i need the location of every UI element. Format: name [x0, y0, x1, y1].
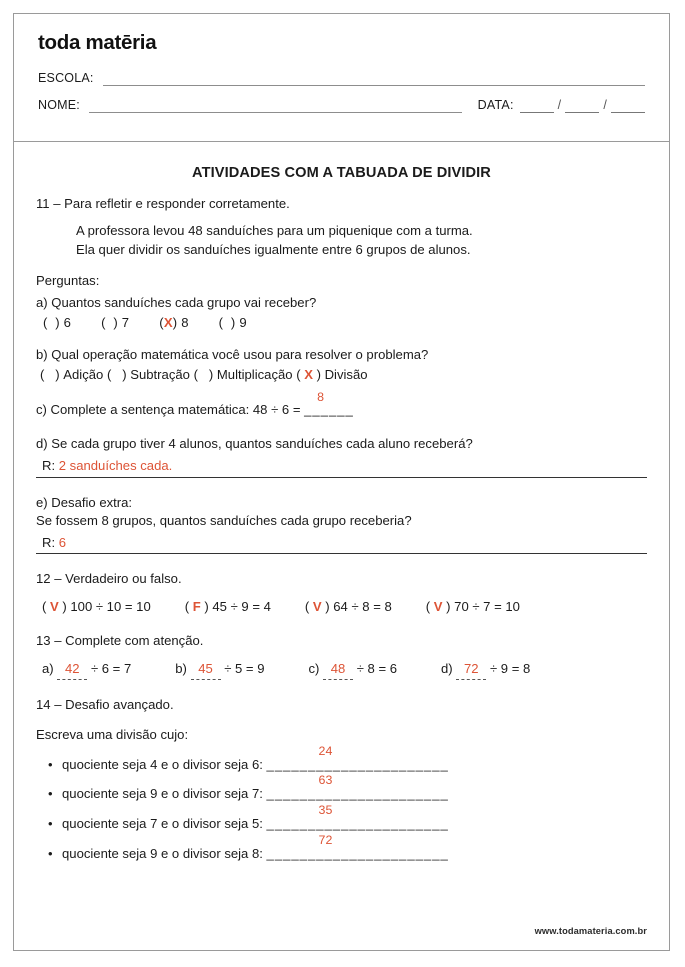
q14-item-2-answer: 63 [318, 773, 333, 788]
question-11-story [76, 222, 647, 259]
tf-item-2-mark: F [192, 598, 201, 614]
tf-item-3-statement: 64 ÷ 8 = 8 [333, 598, 392, 614]
q14-item-3-underscores: ______________________ [266, 815, 449, 831]
q14-item-4-blank[interactable] [266, 832, 449, 864]
escola-label: ESCOLA: [38, 71, 94, 85]
question-11e-r-label: R: [42, 534, 56, 550]
q14-item-2-underscores: ______________________ [266, 786, 449, 802]
data-slash-2: / [603, 98, 607, 112]
question-14-heading: 14 – Desafio avançado. [36, 696, 174, 712]
tf-item-2-statement: 45 ÷ 9 = 4 [212, 598, 271, 614]
question-11b-text: b) Qual operação matemática você usou para resolver o problema? [36, 346, 429, 362]
option-11b-1-label: Adição [63, 367, 104, 383]
option-11b-4-label: Divisão [324, 367, 368, 383]
data-slash-1: / [557, 98, 562, 112]
option-11b-2[interactable]: ( ) Subtração [106, 367, 190, 383]
question-11e-rule [36, 553, 647, 554]
fill-item-2-answer[interactable]: 45 [191, 660, 221, 680]
data-field-group [478, 98, 645, 113]
question-14-list [36, 743, 647, 863]
question-11e-line-2: Se fossem 8 grupos, quantos sanduíches cada grupo receberia? [36, 513, 412, 529]
footer-url: www.todamateria.com.br [534, 926, 647, 936]
question-11d-answer-row[interactable] [36, 457, 647, 476]
option-11a-3-mark: X [163, 315, 173, 331]
question-12-heading: 12 – Verdadeiro ou falso. [36, 571, 182, 587]
story-line-1: A professora levou 48 sanduíches para um piquenique com a turma. [76, 223, 473, 239]
option-11b-3[interactable]: ( ) Multiplicação [193, 367, 293, 383]
fill-item-4 [441, 660, 530, 680]
fill-item-1 [42, 660, 131, 680]
question-11c-answer: 8 [317, 389, 325, 404]
option-11a-1[interactable]: ( ) 6 [43, 315, 72, 331]
data-label: DATA: [477, 98, 514, 112]
list-item [62, 832, 647, 864]
question-13-items [36, 660, 647, 680]
data-day-input[interactable] [520, 102, 554, 113]
question-11c [36, 389, 647, 420]
q14-item-4-answer: 72 [318, 832, 333, 847]
option-11a-3-value: 8 [181, 315, 189, 331]
question-11b-options [36, 366, 647, 385]
question-11c-underscores: ______ [304, 401, 354, 417]
tf-item-3-mark: V [312, 598, 322, 614]
fill-item-3-answer[interactable]: 48 [323, 660, 353, 680]
question-11d-r-label: R: [42, 458, 56, 473]
q14-item-3-answer: 35 [318, 802, 333, 817]
fill-item-1-letter: a) [42, 661, 54, 677]
escola-input-rule[interactable] [103, 75, 645, 86]
brand-logo: toda matēria [38, 31, 157, 54]
option-11a-2[interactable]: ( ) 7 [101, 315, 130, 331]
tf-item-4[interactable]: ( V ) 70 ÷ 7 = 10 [425, 598, 520, 614]
tf-item-1-mark: V [50, 598, 59, 614]
question-12-items [36, 598, 647, 617]
worksheet-page [13, 13, 670, 951]
page-title: ATIVIDADES COM A TABUADA DE DIVIDIR [192, 165, 491, 181]
nome-label: NOME: [38, 98, 80, 112]
list-item [62, 773, 647, 804]
story-line-2: Ela quer dividir os sanduíches igualmente entre 6 grupos de alunos. [76, 241, 471, 257]
list-item [62, 743, 647, 775]
data-year-input[interactable] [611, 102, 645, 113]
fill-item-3-letter: c) [308, 661, 320, 677]
nome-field-row [38, 98, 645, 113]
option-11a-4[interactable]: ( ) 9 [218, 315, 247, 331]
data-month-input[interactable] [565, 102, 599, 113]
tf-item-1-statement: 100 ÷ 10 = 10 [70, 598, 151, 614]
fill-item-1-rest: ÷ 6 = 7 [90, 661, 132, 677]
question-11a-options [36, 314, 647, 333]
fill-item-1-answer[interactable]: 42 [57, 660, 87, 680]
tf-item-2[interactable]: ( F ) 45 ÷ 9 = 4 [184, 598, 271, 614]
fill-item-2-rest: ÷ 5 = 9 [224, 661, 265, 677]
fill-item-4-rest: ÷ 9 = 8 [489, 661, 531, 677]
question-11e [36, 494, 647, 531]
q14-item-1-blank[interactable] [266, 743, 449, 775]
question-11e-answer-row[interactable] [36, 534, 647, 553]
list-item [62, 802, 647, 834]
tf-item-4-statement: 70 ÷ 7 = 10 [454, 598, 520, 614]
q14-item-2-text: quociente seja 9 e o divisor seja 7: [62, 786, 263, 802]
question-13-heading: 13 – Complete com atenção. [36, 633, 204, 649]
fill-item-4-letter: d) [441, 661, 453, 677]
q14-item-1-underscores: ______________________ [266, 756, 449, 772]
question-11e-answer: 6 [58, 534, 67, 550]
question-11d-answer: 2 sanduíches cada. [58, 458, 173, 473]
question-11a-text: a) Quantos sanduíches cada grupo vai receber? [36, 294, 317, 310]
question-11c-blank[interactable] [304, 389, 354, 420]
tf-item-3[interactable]: ( V ) 64 ÷ 8 = 8 [304, 598, 392, 614]
tf-item-1[interactable]: ( V ) 100 ÷ 10 = 10 [42, 598, 151, 614]
fill-item-3 [309, 660, 398, 680]
perguntas-label: Perguntas: [36, 272, 100, 288]
worksheet-body [14, 142, 669, 863]
q14-item-2-blank[interactable] [266, 773, 449, 804]
fill-item-2-letter: b) [175, 661, 187, 677]
question-11d-text: d) Se cada grupo tiver 4 alunos, quantos sanduíches cada aluno receberá? [36, 436, 473, 452]
question-11c-text: c) Complete a sentença matemática: 48 ÷ 6 = [36, 401, 305, 417]
option-11a-4-value: 9 [239, 315, 247, 331]
question-11-heading: 11 – Para refletir e responder corretamente. [36, 195, 290, 211]
fill-item-4-answer[interactable]: 72 [456, 660, 486, 680]
option-11b-1[interactable]: ( ) Adição [40, 367, 104, 383]
worksheet-header [14, 14, 669, 142]
option-11b-4-mark: X [304, 367, 313, 383]
q14-item-3-text: quociente seja 7 e o divisor seja 5: [62, 815, 263, 831]
q14-item-1-text: quociente seja 4 e o divisor seja 6: [62, 756, 263, 772]
fill-item-2 [175, 660, 264, 680]
escola-field-row [38, 71, 645, 86]
nome-input-rule[interactable] [89, 102, 462, 113]
fill-item-3-rest: ÷ 8 = 6 [356, 661, 398, 677]
q14-item-4-underscores: ______________________ [266, 845, 449, 861]
q14-item-3-blank[interactable] [266, 802, 449, 834]
question-11d-rule [36, 477, 647, 478]
question-11e-line-1: e) Desafio extra: [36, 494, 133, 510]
q14-item-4-text: quociente seja 9 e o divisor seja 8: [62, 845, 263, 861]
question-14-intro: Escreva uma divisão cujo: [36, 727, 189, 743]
option-11b-2-label: Subtração [130, 367, 190, 383]
option-11a-3[interactable]: (X) 8 [159, 315, 189, 331]
tf-item-4-mark: V [433, 598, 443, 614]
option-11a-1-value: 6 [63, 315, 72, 331]
option-11b-4[interactable]: ( X ) Divisão [296, 367, 368, 383]
q14-item-1-answer: 24 [318, 743, 333, 758]
option-11b-3-label: Multiplicação [216, 367, 293, 383]
option-11a-2-value: 7 [121, 315, 130, 331]
